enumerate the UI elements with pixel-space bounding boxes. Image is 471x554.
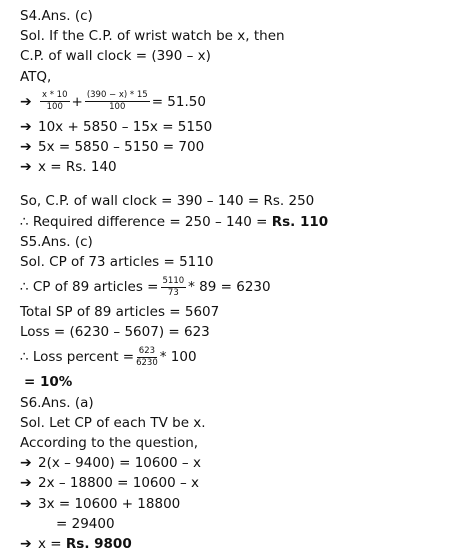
s6-step-2: ➔ 2x – 18800 = 10600 – x bbox=[20, 473, 471, 493]
right-arrow-icon: ➔ bbox=[20, 118, 32, 135]
s4-step-3: ➔ x = Rs. 140 bbox=[20, 157, 471, 177]
right-arrow-icon: ➔ bbox=[20, 455, 32, 472]
s4-step-1: ➔ 10x + 5850 – 15x = 5150 bbox=[20, 117, 471, 137]
fraction-3: $\frac{5110}{73}$ bbox=[162, 275, 185, 298]
s6-step-4: = 29400 bbox=[56, 515, 115, 532]
s5-loss: Loss = (6230 – 5607) = 623 bbox=[20, 324, 210, 341]
s6-final: ➔ x = Rs. 9800 bbox=[20, 534, 471, 554]
fraction-4: $\frac{623}{6230}$ bbox=[136, 345, 158, 368]
right-arrow-icon: ➔ bbox=[20, 93, 32, 110]
s4-step-2: ➔ 5x = 5850 – 5150 = 700 bbox=[20, 137, 471, 157]
s4-wall-clock-cp: C.P. of wall clock = (390 – x) bbox=[20, 48, 211, 65]
s5-result: = 10% bbox=[24, 374, 73, 391]
s4-answer: S4.Ans. (c) bbox=[20, 8, 93, 24]
s4-sol-line: Sol. If the C.P. of wrist watch be x, then bbox=[20, 28, 285, 45]
s4-equation-fraction: ➔ $\frac{x * 10}{100}$ + $\frac{(390 - x) * 15}{100}$ = 51.50 bbox=[20, 90, 206, 113]
s5-loss-percent: ∴ Loss percent = $\frac{623}{6230}$ * 100 bbox=[20, 345, 197, 368]
right-arrow-icon: ➔ bbox=[20, 475, 32, 492]
s5-cp-89: ∴ CP of 89 articles = $\frac{5110}{73}$ * 89 = 6230 bbox=[20, 275, 271, 298]
s6-step-1: ➔ 2(x – 9400) = 10600 – x bbox=[20, 453, 471, 473]
right-arrow-icon: ➔ bbox=[20, 495, 32, 512]
right-arrow-icon: ➔ bbox=[20, 138, 32, 155]
s5-answer: S5.Ans. (c) bbox=[20, 233, 93, 250]
fraction-2: $\frac{(390 - x) * 15}{100}$ bbox=[86, 90, 148, 113]
s4-atq: ATQ, bbox=[20, 68, 52, 85]
s6-answer: S6.Ans. (a) bbox=[20, 394, 94, 411]
s5-cp-73: Sol. CP of 73 articles = 5110 bbox=[20, 253, 214, 270]
s6-step-3: ➔ 3x = 10600 + 18800 bbox=[20, 494, 471, 514]
s6-sol-line: Sol. Let CP of each TV be x. bbox=[20, 414, 206, 431]
s5-total-sp: Total SP of 89 articles = 5607 bbox=[20, 304, 220, 321]
fraction-1: $\frac{x * 10}{100}$ bbox=[42, 90, 68, 113]
s4-wall-clock-result: So, C.P. of wall clock = 390 – 140 = Rs. 250 bbox=[20, 193, 315, 210]
s6-according: According to the question, bbox=[20, 435, 199, 451]
right-arrow-icon: ➔ bbox=[20, 535, 32, 552]
spacer bbox=[20, 177, 471, 191]
right-arrow-icon: ➔ bbox=[20, 159, 32, 176]
s4-required-difference: ∴ Required difference = 250 – 140 = Rs. 110 bbox=[20, 213, 329, 230]
